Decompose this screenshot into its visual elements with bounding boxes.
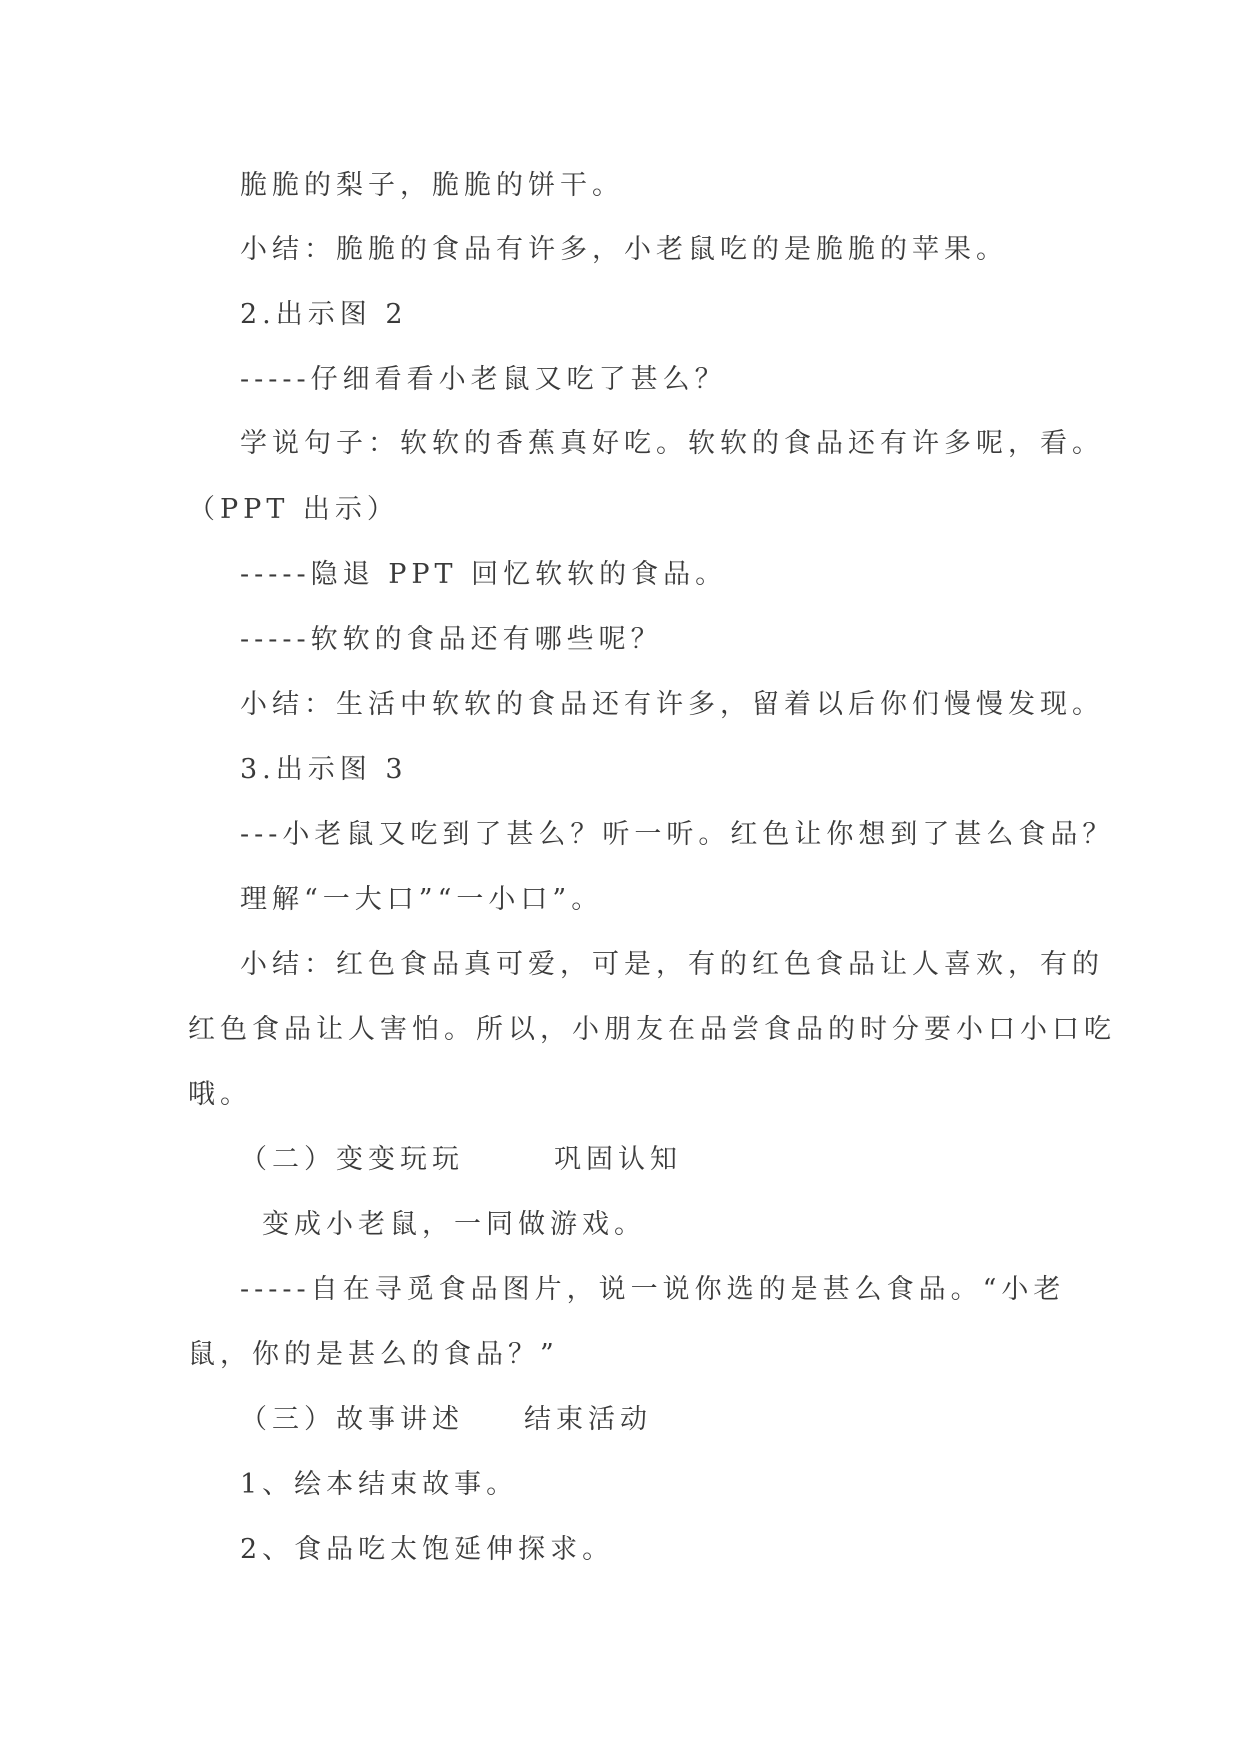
text-line: 2、食品吃太饱延伸探求。: [240, 1534, 615, 1565]
text-line: ---小老鼠又吃到了甚么？听一听。红色让你想到了甚么食品？: [240, 819, 1115, 850]
section-heading-3: [240, 1400, 652, 1440]
section-heading-subtitle: 巩固认知: [554, 1144, 682, 1175]
text-line: -----仔细看看小老鼠又吃了甚么？: [240, 364, 727, 395]
text-line: 红色食品让人害怕。所以，小朋友在品尝食品的时分要小口小口吃: [188, 1014, 1116, 1045]
text-line: 1、绘本结束故事。: [240, 1469, 519, 1500]
text-line: 理解“一大口”“一小口”。: [240, 884, 604, 915]
section-heading-label: （二）变变玩玩: [240, 1144, 464, 1175]
section-heading-label: （三）故事讲述: [240, 1404, 464, 1435]
text-line: -----自在寻觅食品图片，说一说你选的是甚么食品。“小老: [240, 1274, 1066, 1305]
section-heading-2: [240, 1140, 682, 1180]
text-line: （PPT 出示）: [188, 494, 399, 525]
section-heading-subtitle: 结束活动: [524, 1404, 652, 1435]
text-line: -----软软的食品还有哪些呢？: [240, 624, 663, 655]
text-line: 3.出示图 3: [240, 754, 408, 785]
text-line: 小结：脆脆的食品有许多，小老鼠吃的是脆脆的苹果。: [240, 234, 1008, 265]
text-line: 小结：生活中软软的食品还有许多，留着以后你们慢慢发现。: [240, 689, 1104, 720]
text-line: 脆脆的梨子，脆脆的饼干。: [240, 170, 624, 201]
text-line: 变成小老鼠，一同做游戏。: [262, 1209, 646, 1240]
text-line: 2.出示图 2: [240, 299, 408, 330]
text-line: 鼠，你的是甚么的食品？”: [188, 1339, 559, 1370]
text-line: 哦。: [188, 1079, 252, 1110]
text-line: 学说句子：软软的香蕉真好吃。软软的食品还有许多呢，看。: [240, 428, 1104, 459]
text-line: 小结：红色食品真可爱，可是，有的红色食品让人喜欢，有的: [240, 949, 1104, 980]
text-line: -----隐退 PPT 回忆软软的食品。: [240, 559, 728, 590]
